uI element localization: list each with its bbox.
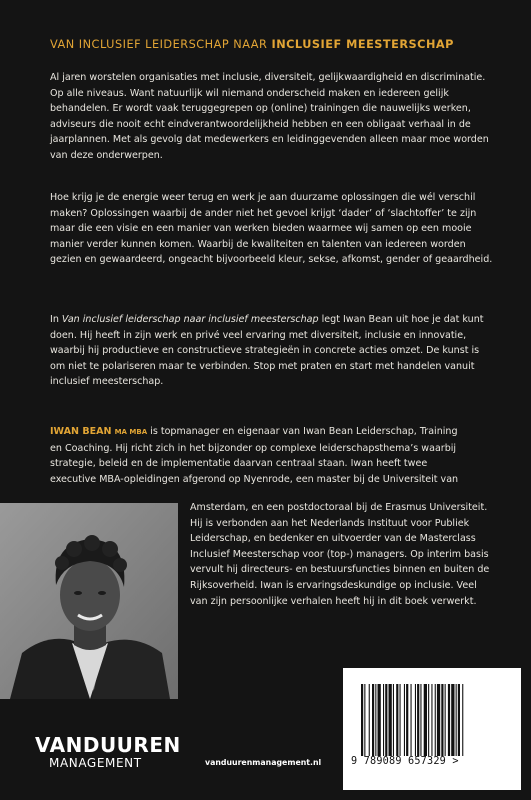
isbn-number: [351, 756, 459, 767]
paragraph-book-summary: [50, 312, 493, 390]
logo-line-1: VANDUUREN: [35, 733, 181, 757]
publisher-logo: [35, 734, 185, 770]
paragraph-intro: Al jaren worstelen organisaties met inclusie, diversiteit, gelijkwaardigheid en discriminatie. Op alle niveaus. Want natuurlijk wil niemand onderscheid maken en iedereen gelijk behandelen. Er wordt vaak teruggegrepen op (online) trainingen die nauwelijks werken, adviseurs die nooit echt eindverantwoordelijkheid hebben en een obligaat verhaal in de jaarplannen. Met als gevolg dat medewerkers en leidinggevenden alleen maar moe worden van deze onderwerpen.: [50, 72, 489, 161]
bio-line-2: en Coaching. Hij richt zich in het bijzonder op complexe leiderschapsthema’s waarbij: [50, 442, 457, 454]
isbn-arrow: >: [452, 756, 459, 767]
author-name: IWAN BEAN: [50, 426, 112, 437]
bio-line-4: executive MBA-opleidingen afgerond op Nyenrode, een master bij de Universiteit van: [50, 473, 459, 485]
cover-title: [50, 38, 490, 51]
publisher-website: vanduurenmanagement.nl: [205, 758, 322, 767]
p3-rest: legt Iwan Bean uit hoe je dat kunt doen. Hij heeft in zijn werk en privé veel ervaring met diversiteit, inclusie en innovatie, waarbij hij productieve en constructieve strategieën in concrete acties omzet. De kunst is om niet te polariseren maar te verbinden. Stop met praten en start met handelen vanuit inclusief meesterschap.: [50, 314, 484, 388]
isbn-barcode: [343, 668, 521, 790]
title-normal: VAN INCLUSIEF LEIDERSCHAP NAAR: [50, 38, 272, 51]
logo-line-2: MANAGEMENT: [49, 756, 142, 770]
isbn-digits: 9 789089 657329: [351, 756, 447, 767]
bio-line-1-text: is topmanager en eigenaar van Iwan Bean Leiderschap, Training: [147, 426, 458, 437]
p3-book-title: Van inclusief leiderschap naar inclusief meesterschap: [61, 314, 319, 325]
title-bold: INCLUSIEF MEESTERSCHAP: [271, 38, 454, 51]
paragraph-question: Hoe krijg je de energie weer terug en werk je aan duurzame oplossingen die wél verschil maken? Oplossingen waarbij de ander niet het gevoel krijgt ‘dader’ of ‘slachtoffer’ te zijn maar die een visie en een manier van werken bieden waarmee wij samen op een mooie manier verder kunnen komen. Waarbij de kwaliteiten en talenten van iedereen worden gezien en gewaardeerd, ongeacht bijvoorbeeld kleur, sekse, afkomst, gender of geaardheid.: [50, 192, 493, 266]
author-photo: [0, 503, 178, 699]
bio-line-1: [50, 424, 493, 441]
bio-line-3: strategie, beleid en de implementatie daarvan centraal staan. Iwan heeft twee: [50, 458, 428, 470]
author-bio-continued: Amsterdam, en een postdoctoraal bij de Erasmus Universiteit. Hij is verbonden aan het Nederlands Instituut voor Publiek Leiderschap, en bedenker en uitvoerder van de Masterclass Inclusief Meesterschap voor (top-) managers. Op interim basis vervult hij directeurs- en bestuursfuncties binnen en buiten de Rijksoverheid. Iwan is ervaringsdeskundige op inclusie. Veel van zijn persoonlijke verhalen heeft hij in dit boek verwerkt.: [190, 502, 490, 607]
author-bio-top: [50, 424, 493, 487]
author-degrees: MA MBA: [114, 428, 148, 436]
barcode-bars: [361, 684, 501, 756]
p3-prefix: In: [50, 314, 62, 325]
